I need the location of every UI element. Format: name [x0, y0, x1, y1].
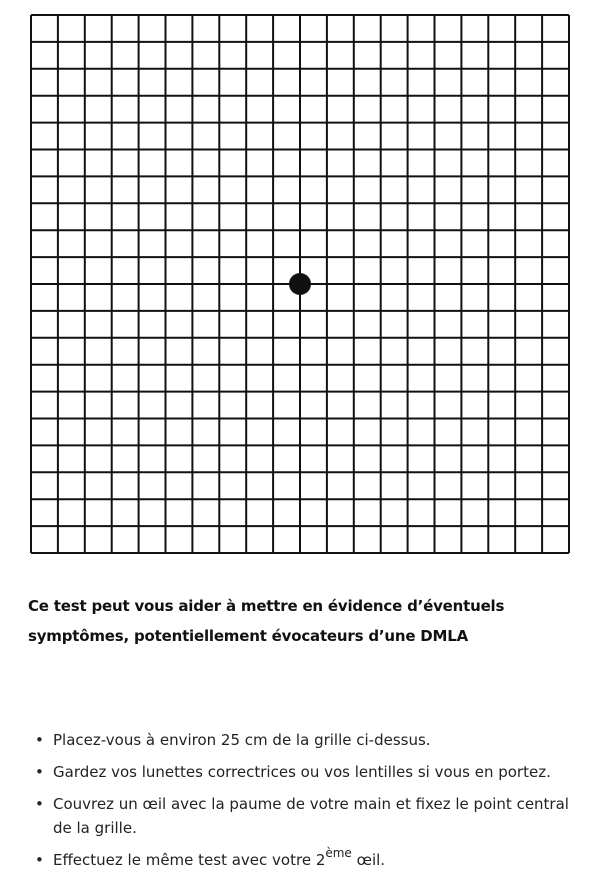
bullet-icon: • [35, 731, 44, 749]
bullet-icon: • [35, 763, 44, 781]
instruction-superscript: ème [325, 846, 352, 860]
center-dot-icon [289, 273, 311, 295]
instruction-item [28, 848, 578, 872]
bullet-icon: • [35, 851, 44, 869]
instruction-text: Placez-vous à environ 25 cm de la grille ci-dessus. [53, 731, 431, 749]
amsler-grid [30, 14, 570, 554]
instruction-text: Couvrez un œil avec la paume de votre main et fixez le point central de la grille. [53, 795, 569, 837]
instructions-list [28, 728, 578, 880]
amsler-grid-svg [30, 14, 570, 554]
instruction-item [28, 792, 578, 840]
instruction-item [28, 728, 578, 752]
instruction-text-before: Effectuez le même test avec votre 2 [53, 851, 326, 869]
instruction-text-after: œil. [351, 851, 386, 869]
instruction-text: Gardez vos lunettes correctrices ou vos lentilles si vous en portez. [53, 763, 551, 781]
test-heading: Ce test peut vous aider à mettre en évidence d’éventuels symptômes, potentiellement évocateurs d’une DMLA [28, 597, 505, 645]
bullet-icon: • [35, 795, 44, 813]
instruction-item [28, 760, 578, 784]
